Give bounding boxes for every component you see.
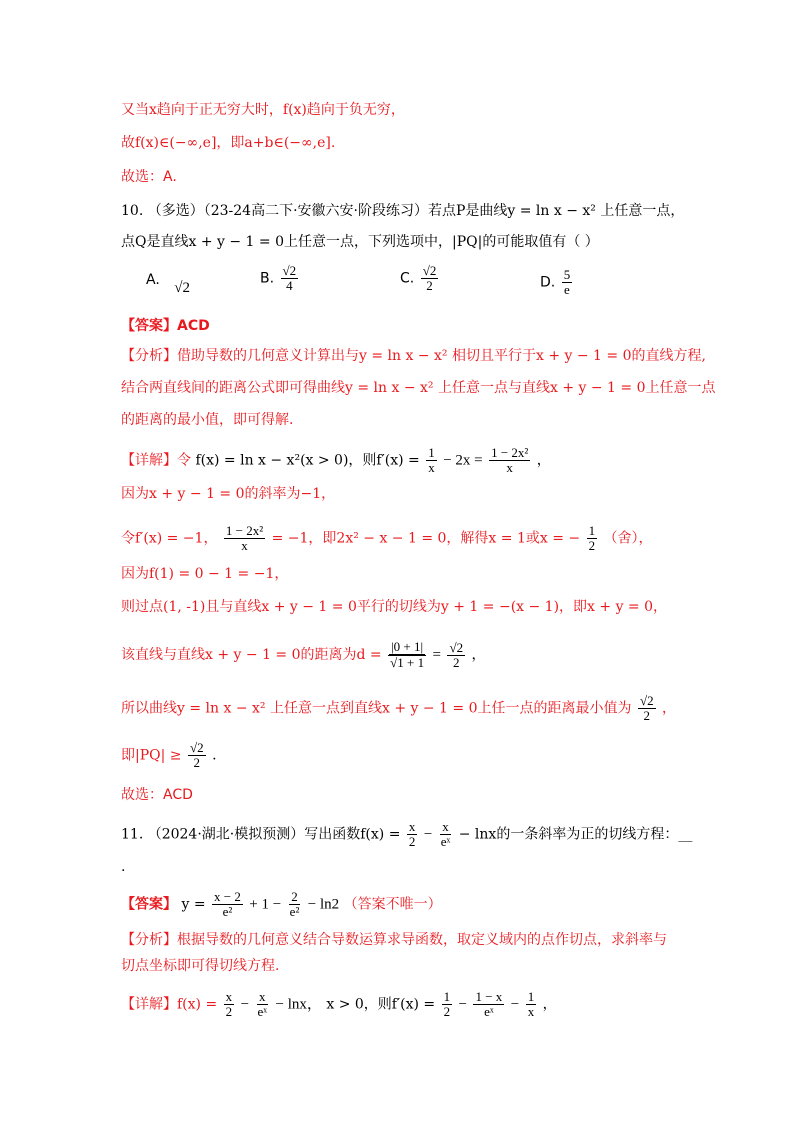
option-b-den: 4 [286,278,293,293]
detail-10-line-2: 因为x + y − 1 = 0的斜率为−1， [121,486,336,502]
detail-10-line-5: 则过点(1, -1)且与直线x + y − 1 = 0平行的切线为y + 1 = −(x − 1)，即x + y = 0， [121,599,668,615]
detail-11: 【详解】f(x) = $\frac{x}{2}$ − $\frac{x}{\text{eˣ}}$ − lnx， x > 0，则f′(x) = $\frac{1}{2}$ − $\frac{1 - x}{\text{eˣ}}$ − $\frac{1}{x}$ ， [121,989,557,1019]
option-d-num: 5 [563,267,571,282]
option-c-num: √2 [422,263,437,278]
option-a: A. √2 [146,272,190,296]
answer-10: 【答案】ACD [121,318,210,334]
question-10-head: 10. （多选）（23-24高二下·安徽六安·阶段练习）若点P是曲线y = ln x − x² 上任意一点， [121,203,685,219]
analysis-10-line-1: 【分析】借助导数的几何意义计算出与y = ln x − x² 相切且平行于x + y − 1 = 0的直线方程, [121,348,706,364]
analysis-10-line-2: 结合两直线间的距离公式即可得曲线y = ln x − x² 上任意一点与直线x + y − 1 = 0上任意一点 [121,380,716,396]
option-d: D. $\frac{5}{e}$ [540,267,571,297]
detail-10-line-6: 该直线与直线x + y − 1 = 0的距离为d = $\frac{|0 + 1|}{√1 + 1}$ = $\frac{√2}{2}$ ， [121,639,486,670]
detail-10-line-4: 因为f(1) = 0 − 1 = −1， [121,566,289,582]
detail-10-line-3: 令f′(x) = −1， $\frac{\text{1 − 2x²}}{x}$ = −1，即2x² − x − 1 = 0，解得x = 1或x = − $\frac{1}{2}$ （舍）， [121,523,653,553]
question-11-dot: . [121,859,126,875]
analysis-11-line-2: 切点坐标即可得切线方程. [121,958,280,974]
option-d-den: e [564,282,570,297]
option-b: B. $\frac{√2}{4}$ [260,263,297,293]
analysis-11-line-1: 【分析】根据导数的几何意义结合导数运算求导函数，取定义域内的点作切点，求斜率与 [121,932,667,948]
answer-11: 【答案】 y = $\frac{x - 2}{\text{e²}}$ + 1 − $\frac{2}{\text{e²}}$ − ln2 （答案不唯一） [121,889,442,919]
text-line-1: 又当x趋向于正无穷大时，f(x)趋向于负无穷， [121,102,405,118]
option-c: C. $\frac{√2}{2}$ [400,263,437,293]
text-line-3: 故选：A. [121,169,177,185]
analysis-10-line-3: 的距离的最小值，即可得解. [121,412,294,428]
text-line-2: 故f(x)∈(−∞,e]，即a+b∈(−∞,e]. [121,135,336,151]
detail-10-line-8: 即|PQ| ≥ $\frac{√2}{2}$ . [121,740,217,770]
option-b-num: √2 [282,263,297,278]
question-10-line-2: 点Q是直线x + y − 1 = 0上任意一点，下列选项中，|PQ|的可能取值有（ ） [121,234,599,250]
question-11-head: 11. （2024·湖北·模拟预测）写出函数f(x) = $\frac{x}{2}$ − $\frac{x}{\text{eˣ}}$ − lnx的一条斜率为正的切线方程：__ [121,819,693,849]
detail-10-line-1: 【详解】令 f(x) = ln x − x²(x > 0)，则f′(x) = $\frac{1}{x}$ − 2x = $\frac{\text{1 − 2x²}}{x}$ ， [121,445,551,475]
option-c-den: 2 [426,278,433,293]
choose-10: 故选：ACD [121,787,193,803]
option-a-value: √2 [174,280,190,296]
detail-10-line-7: 所以曲线y = ln x − x² 上任意一点到直线x + y − 1 = 0上任一点的距离最小值为 $\frac{√2}{2}$ ， [121,693,677,723]
